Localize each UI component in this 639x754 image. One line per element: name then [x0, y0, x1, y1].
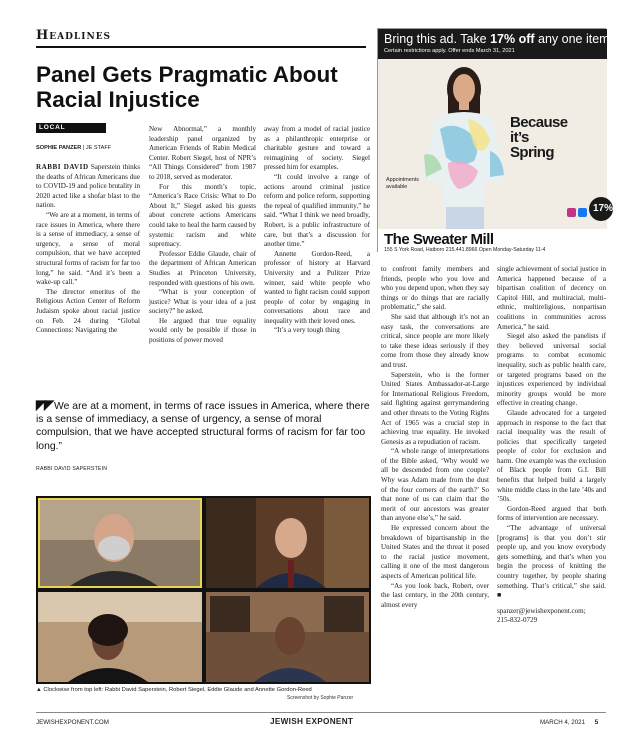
article-column-3 [264, 125, 370, 336]
article-column-2 [149, 125, 256, 346]
footer-website: JEWISHEXPONENT.COM [36, 719, 109, 726]
footer-date-text: MARCH 4, 2021 [540, 719, 586, 726]
ad-banner [378, 29, 614, 59]
sweater-mill-ad [377, 28, 614, 253]
ad-appointments [386, 177, 419, 190]
ad-offer-discount: 17% off [490, 32, 535, 46]
paragraph: away from a model of racial justice as a philanthropic enterprise or charitable gesture and toward a reimagining of society. Siegel pressed him for examples. [264, 125, 370, 172]
instagram-icon [567, 208, 576, 217]
paragraph: New Abnormal,” a monthly leadership panel organized by American Friends of Rabin Medical Center. Robert Siegel, host of NPR’s “All Things Considered” from 1987 to 2018, served as moderator. [149, 125, 256, 181]
article-column-4 [381, 265, 489, 610]
paragraph: “It’s a very tough thing [274, 326, 340, 335]
paragraph-text: Saperstein thinks the deaths of African Americans due to COVID-19 and police brutality in 2020 acted like a shofar blast to the nation. [36, 163, 140, 210]
contact-email: spanzer@jewishexponent.com; [497, 606, 586, 615]
store-address: 155 S York Road, Hatboro 215.441.8966 Open Monday-Saturday 11-4 [384, 247, 546, 253]
pull-quote-attribution: RABBI DAVID SAPERSTEIN [36, 466, 108, 472]
byline [36, 145, 111, 151]
footer-date [540, 719, 598, 726]
section-heading: Headlines [36, 28, 112, 43]
photo-tile-saperstein [38, 498, 202, 588]
facebook-icon [578, 208, 587, 217]
photo-tile-gordon-reed [38, 592, 202, 682]
ad-model-photo [378, 59, 607, 229]
quote-mark-icon: ◤◤ [36, 397, 52, 412]
section-tag: LOCAL [36, 123, 106, 133]
byline-author: SOPHIE PANZER [36, 145, 82, 151]
paragraph: Glaude advocated for a targeted approach in response to the fact that racial inequality was the result of policies that specifically targeted people of color for exclusion and harm. One example was the exclusion of Black people from G.I. Bill benefits that helped build a largely white middle class in the late ’40s and ’50s. [497, 408, 606, 504]
article-headline: Panel Gets Pragmatic About Racial Injustice [36, 62, 338, 112]
paragraph: He argued that true equality would only be possible if those in positions of power moved [149, 316, 256, 345]
ad-appointments-line: available [386, 183, 408, 190]
paragraph: She said that although it’s not an easy task, the conversations are critical, since people are more likely to take these ideas seriously if they come from those they already know and trust. [381, 312, 489, 369]
pull-quote [36, 398, 370, 453]
paragraph: Siegel also asked the panelists if they believed universal social programs to combat economic inequality, such as public health care, or targeted programs based on the injustices experienced by individual minority groups would be more effective in creating change. [497, 332, 606, 408]
section-rule [36, 46, 366, 48]
ad-offer-pre: Bring this ad. Take [384, 32, 491, 46]
pull-quote-text: We are at a moment, in terms of race issues in America, where there is a sense of immediacy, a sense of urgency, a sense of moral compulsion, that we have accepted structural forms of racism for far too long.” [36, 401, 370, 452]
paragraph: “What is your conception of justice? What is your idea of a just society?” he asked. [149, 288, 256, 316]
ad-headline [510, 115, 568, 160]
paragraph: The director emeritus of the Religious Action Center of Reform Judaism spoke about racial justice on Feb. 24 during “Global Connections: Navigating the [36, 287, 140, 335]
photo-tile-siegel [206, 498, 369, 588]
footer-publication: JEWISH EXPONENT [270, 717, 354, 726]
article-column-1 [36, 163, 140, 336]
article-column-5 [497, 265, 606, 626]
drop-lead: RABBI DAVID [36, 163, 89, 171]
photo-tile-glaude [206, 592, 369, 682]
page-number: 5 [594, 719, 599, 726]
ad-restrictions: Certain restrictions apply. Offer ends March 31, 2021 [384, 48, 515, 54]
ad-headline-line: Spring [510, 144, 554, 161]
store-name: The Sweater Mill [384, 231, 494, 248]
paragraph: Saperstein, who is the former United States Ambassador-at-Large for International Religious Freedom, said fighting against gerrymandering and other threats to the Voting Rights Act of 1965 was a crucial step in achieving true equality. He invoked Genesis as a repudiation of racism. [381, 370, 489, 446]
paragraph: “It could involve a range of actions around criminal justice reform and police reform, supporting the repeal of qualified immunity,” he said. “What I think we need broadly, Robert, is a public infrastructure of care, but that’s a discussion for another time.” [264, 172, 370, 249]
footer-rule [36, 712, 606, 713]
paragraph: “We are at a moment, in terms of race issues in America, where there is a sense of immediacy, a sense of urgency, a sense of moral compulsion, that we have accepted structural forms of racism for far too long,” he said. “And it’s been a wake-up call.” [36, 210, 141, 287]
paragraph [36, 163, 140, 211]
ad-appointments-line: Appointments [386, 177, 419, 183]
discount-badge: 17% [589, 197, 613, 221]
paragraph: Professor Eddie Glaude, chair of the department of African American Studies at Princeton University, responded with questions of his own. [149, 249, 256, 287]
ad-headline-line: Because [510, 114, 568, 131]
paragraph: to confront family members and friends, people who you love and who you depend upon, when they say things or do things that are racially problematic,” she said. [381, 265, 489, 312]
ad-offer-line [384, 32, 613, 46]
paragraph: “A whole range of interpretations of the Bible asked, ‘Why would we all be descended from one couple? Why was Adam made from the dust of the four corners of the earth?’ So that none of us can claim that the merit of our ancestors was greater than anyone else’s,” he said. [381, 447, 489, 523]
ad-headline-line: it’s [510, 129, 529, 146]
paragraph: He expressed concern about the breakdown of bipartisanship in the United States and the threat it posed to the racial justice movement, calling it one of the most dangerous aspects of American political life. [381, 524, 489, 580]
paragraph: Annette Gordon-Reed, a professor of history at Harvard University and a Pulitzer Prize winner, said white people who wanted to fight racism could support people of color by engaging in conversations about race and inequality with their loved ones. [264, 249, 370, 325]
paragraph: Gordon-Reed argued that both forms of intervention are necessary. [497, 504, 606, 523]
contact-phone: 215-832-0729 [497, 616, 538, 625]
model-illustration [378, 59, 607, 229]
photo-credit: Screenshot by Sophie Panzer [287, 695, 354, 701]
photo-caption: ▲ Clockwise from top left: Rabbi David Saperstein, Robert Siegel, Eddie Glaude and Annette Gordon-Reed [36, 687, 312, 693]
panel-video-screenshot [36, 496, 371, 684]
paragraph: “As you look back, Robert, over the last century, in the 20th century, almost every [381, 581, 489, 609]
paragraph: “The advantage of universal [programs] is that you don’t stir people up, and you know everybody gets something, and that’s when you begin the process of knitting the country together, by people sharing something. That’s critical,” she said. ■ [497, 524, 606, 600]
byline-outlet: | JE STAFF [81, 145, 112, 151]
paragraph: For this month’s topic, “America’s Race Crisis: What to Do About It,” Siegel asked his guests about concrete actions Americans could take to heal the harm caused by systemic racism and white supremacy. [149, 182, 256, 249]
paragraph: single achievement of social justice in America happened because of a bipartisan coalition of decency on Capitol Hill, and multiracial, multi-ethnic, multireligious, nonpartisan coalitions in communities across America,” he said. [497, 265, 606, 331]
ad-offer-post: any one item. [534, 32, 614, 46]
